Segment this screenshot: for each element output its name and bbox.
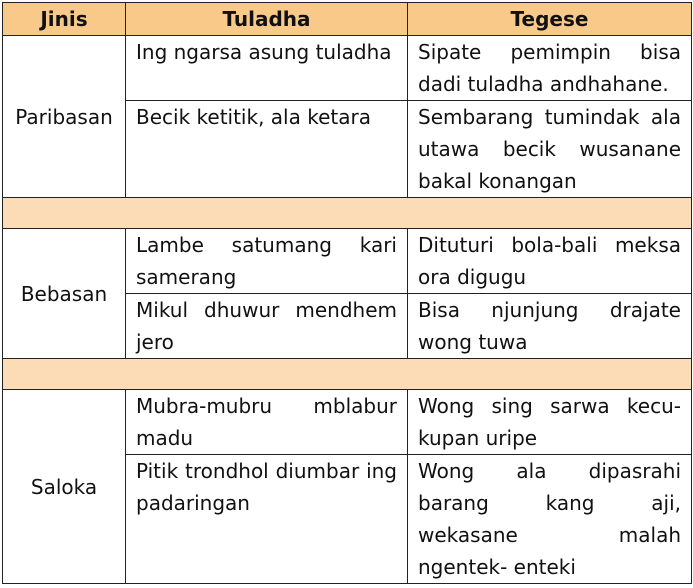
separator-cell — [3, 198, 692, 229]
header-tegese: Tegese — [408, 3, 692, 36]
tegese-cell: Sembarang tumindak ala utawa becik wusanane bakal konangan — [408, 101, 692, 198]
jinis-cell: Bebasan — [3, 229, 126, 359]
tuladha-cell: Pitik trondhol diumbar ing padaringan — [126, 455, 408, 584]
tegese-cell: Wong ala dipasrahi barang kang aji, wekasane malah ngentek- enteki — [408, 455, 692, 584]
table-row — [3, 390, 692, 455]
separator-cell — [3, 359, 692, 390]
tuladha-cell: Mikul dhuwur mendhem jero — [126, 294, 408, 359]
tegese-cell: Wong sing sarwa kecu-kupan uripe — [408, 390, 692, 455]
tuladha-cell: Ing ngarsa asung tuladha — [126, 36, 408, 101]
tuladha-cell: Mubra-mubru mblabur madu — [126, 390, 408, 455]
table-header-row — [3, 3, 692, 36]
separator-row — [3, 359, 692, 390]
tegese-cell: Sipate pemimpin bisa dadi tuladha andhahane. — [408, 36, 692, 101]
tegese-cell: Bisa njunjung drajate wong tuwa — [408, 294, 692, 359]
header-jinis: Jinis — [3, 3, 126, 36]
table-row — [3, 229, 692, 294]
header-tuladha: Tuladha — [126, 3, 408, 36]
table-row — [3, 36, 692, 101]
tegese-cell: Dituturi bola-bali meksa ora digugu — [408, 229, 692, 294]
proverb-table — [2, 2, 692, 584]
jinis-cell: Paribasan — [3, 36, 126, 198]
jinis-cell: Saloka — [3, 390, 126, 584]
tuladha-cell: Lambe satumang kari samerang — [126, 229, 408, 294]
tuladha-cell: Becik ketitik, ala ketara — [126, 101, 408, 198]
separator-row — [3, 198, 692, 229]
